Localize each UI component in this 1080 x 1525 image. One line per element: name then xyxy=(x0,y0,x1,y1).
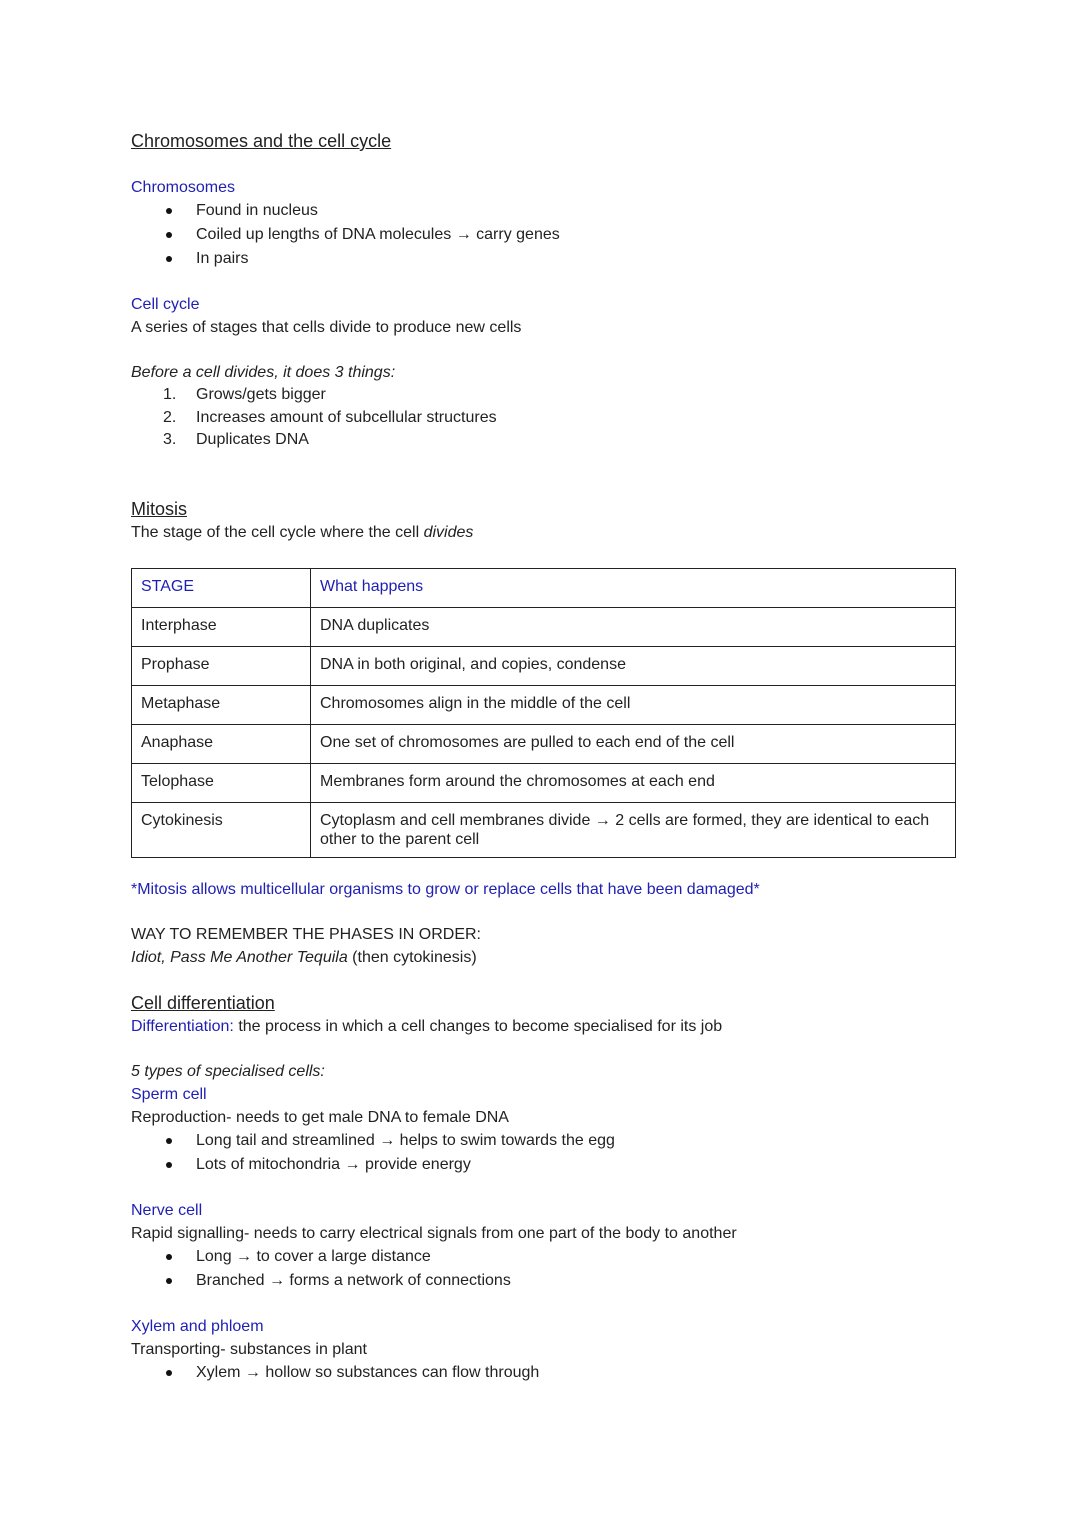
table-header-cell: STAGE xyxy=(132,568,311,607)
table-cell: Interphase xyxy=(132,607,311,646)
remember-heading: WAY TO REMEMBER THE PHASES IN ORDER: xyxy=(131,925,481,943)
list-item: Long → to cover a large distance xyxy=(131,1245,956,1269)
table-cell: Prophase xyxy=(132,646,311,685)
cell-cycle-heading: Cell cycle xyxy=(131,296,200,313)
mitosis-note: *Mitosis allows multicellular organisms to grow or replace cells that have been damaged* xyxy=(131,880,760,898)
table-cell: Membranes form around the chromosomes at each end xyxy=(311,763,956,802)
mitosis-definition: The stage of the cell cycle where the cell divides xyxy=(131,523,474,541)
xylem-phloem-function: Transporting- substances in plant xyxy=(131,1340,367,1358)
document-body xyxy=(131,129,956,1385)
mitosis-title: Mitosis xyxy=(131,498,188,519)
table-cell: Chromosomes align in the middle of the cell xyxy=(311,685,956,724)
table-cell: One set of chromosomes are pulled to each end of the cell xyxy=(311,724,956,763)
list-item: Found in nucleus xyxy=(131,199,956,223)
list-item: Lots of mitochondria → provide energy xyxy=(131,1153,956,1177)
table-cell: Anaphase xyxy=(132,724,311,763)
table-cell: Metaphase xyxy=(132,685,311,724)
table-cell: Cytoplasm and cell membranes divide → 2 cells are formed, they are identical to each other to the parent cell xyxy=(311,802,956,857)
table-row xyxy=(132,685,956,724)
xylem-phloem-list xyxy=(131,1361,956,1385)
table-row xyxy=(132,646,956,685)
cell-cycle-steps xyxy=(131,384,956,452)
sperm-cell-function: Reproduction- needs to get male DNA to female DNA xyxy=(131,1108,509,1126)
differentiation-title: Cell differentiation xyxy=(131,992,275,1013)
mnemonic-line: Idiot, Pass Me Another Tequila (then cytokinesis) xyxy=(131,948,477,966)
cell-cycle-intro: Before a cell divides, it does 3 things: xyxy=(131,364,396,381)
cell-cycle-definition: A series of stages that cells divide to produce new cells xyxy=(131,319,522,336)
chromosomes-heading: Chromosomes xyxy=(131,179,236,196)
xylem-phloem-heading: Xylem and phloem xyxy=(131,1317,264,1335)
nerve-cell-function: Rapid signalling- needs to carry electrical signals from one part of the body to another xyxy=(131,1224,737,1242)
differentiation-definition: Differentiation: the process in which a cell changes to become specialised for its job xyxy=(131,1017,723,1035)
table-header-row xyxy=(132,568,956,607)
list-item: In pairs xyxy=(131,247,956,271)
table-cell: Cytokinesis xyxy=(132,802,311,857)
list-item: 3. Duplicates DNA xyxy=(163,431,309,448)
table-row xyxy=(132,724,956,763)
table-cell: DNA duplicates xyxy=(311,607,956,646)
nerve-cell-heading: Nerve cell xyxy=(131,1201,203,1219)
table-cell: DNA in both original, and copies, condense xyxy=(311,646,956,685)
mitosis-stage-table xyxy=(131,568,956,858)
list-item: 1. Grows/gets bigger xyxy=(163,386,326,403)
table-cell: Telophase xyxy=(132,763,311,802)
table-header-cell: What happens xyxy=(311,568,956,607)
list-item: Long tail and streamlined → helps to swim towards the egg xyxy=(131,1129,956,1153)
sperm-cell-heading: Sperm cell xyxy=(131,1085,207,1103)
list-item: Branched → forms a network of connections xyxy=(131,1269,956,1293)
list-item: Coiled up lengths of DNA molecules → carry genes xyxy=(131,223,956,247)
nerve-cell-list xyxy=(131,1245,956,1293)
table-row xyxy=(132,802,956,857)
specialised-types-intro: 5 types of specialised cells: xyxy=(131,1062,325,1080)
table-row xyxy=(132,763,956,802)
chromosomes-list xyxy=(131,199,956,271)
page-title: Chromosomes and the cell cycle xyxy=(131,131,392,151)
sperm-cell-list xyxy=(131,1129,956,1177)
table-row xyxy=(132,607,956,646)
list-item: Xylem → hollow so substances can flow through xyxy=(131,1361,956,1385)
list-item: 2. Increases amount of subcellular structures xyxy=(163,408,497,426)
